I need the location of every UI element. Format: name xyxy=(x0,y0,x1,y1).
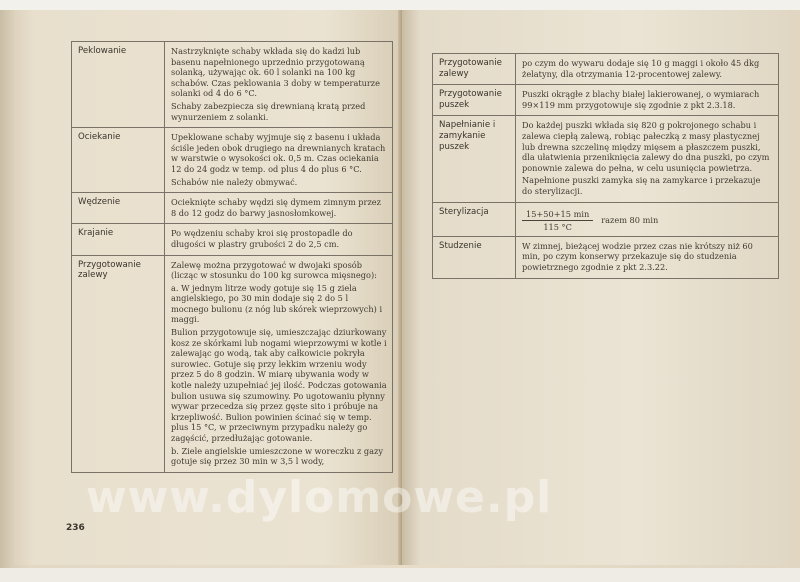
row-label: Napełnianie i zamykanie puszek xyxy=(433,116,516,201)
paragraph: Schabów nie należy obmywać. xyxy=(171,176,298,187)
row-text xyxy=(516,54,778,84)
paragraph: b. Ziele angielskie umieszczone w woreczku z gazy gotuje się przez 30 min w 3,5 l wody, xyxy=(171,445,383,467)
paragraph: Po wędzeniu schaby kroi się prostopadle do długości w plastry grubości 2 do 2,5 cm. xyxy=(171,228,353,249)
row-label: Krajanie xyxy=(72,224,165,254)
row-label: Przygotowanie puszek xyxy=(433,85,516,115)
table-row xyxy=(72,42,392,128)
row-label: Przygotowanie zalewy xyxy=(433,54,516,84)
table-row xyxy=(72,193,392,224)
left-process-table xyxy=(71,41,393,473)
sterilization-formula xyxy=(516,203,778,236)
page-number: 236 xyxy=(66,523,85,533)
row-text xyxy=(516,116,778,201)
row-text xyxy=(165,224,392,254)
paragraph: Zalewę można przygotować w dwojaki sposób (licząc w stosunku do 100 kg surowca mięsnego): xyxy=(171,259,377,281)
table-row xyxy=(433,203,778,237)
fraction-denominator: 115 °C xyxy=(543,222,572,233)
table-row xyxy=(72,256,392,472)
table-row xyxy=(433,116,778,202)
formula xyxy=(522,207,773,233)
paragraph: Ociekniętе schaby wędzi się dymem zimnym przez 8 do 12 godz do barwy jasnosłomkowej. xyxy=(171,197,381,218)
table-row xyxy=(433,85,778,116)
row-text xyxy=(165,256,392,472)
row-text xyxy=(516,85,778,115)
row-text xyxy=(165,42,392,127)
paragraph: Nastrzyknięte schaby wkłada się do kadzi lub basenu napełnionego uprzednio przygotowaną solanką, używając ok. 60 l solanki na 100 kg schabów. Czas peklowania 3 doby w temperaturze solanki od 4 do 6 °C. xyxy=(171,46,380,99)
paragraph: Bulion przygotowuje się, umieszczając dziurkowany kosz ze skórkami lub nogami wieprzowymi w kotle i zalewając go wodą, tak aby całkowicie pokryła surowiec. Gotuje się przy lekkim wrzeniu wody przez 5 do 8 godzin. W miarę ubywania wody w kotle należy uzupełniać jej ilość. Podczas gotowania bulion usuwa się szumowiny. Po ugotowaniu płynny wywar przecedza się przez gęste sito i próbuje na krzepliwość. Bulion powinien ścinać się w temp. plus 15 °C, w przeciwnym przypadku należy go zagęścić, przedłużając gotowanie. xyxy=(171,327,387,443)
paragraph: po czym do wywaru dodaje się 10 g maggi i około 45 dkg żelatyny, dla otrzymania 12-procentowej zalewy. xyxy=(522,58,760,79)
row-text xyxy=(165,128,392,192)
fraction-numerator: 15+50+15 min xyxy=(522,209,593,222)
row-label: Ociekanie xyxy=(72,128,165,192)
paragraph: W zimnej, bieżącej wodzie przez czas nie krótszy niż 60 min, po czym konserwy przekazuje się do studzenia powietrznego zgodnie z pkt 2.3.22. xyxy=(522,240,753,272)
paragraph: Puszki okrągłe z blachy białej lakierowanej, o wymiarach 99×119 mm przygotowuje się zgodnie z pkt 2.3.18. xyxy=(522,89,760,110)
right-process-table xyxy=(432,53,779,279)
scan-edge-bottom xyxy=(0,568,800,582)
table-row xyxy=(72,224,392,255)
row-label: Studzenie xyxy=(433,237,516,278)
fraction xyxy=(522,209,593,233)
row-label: Sterylizacja xyxy=(433,203,516,236)
row-text xyxy=(516,237,778,278)
row-label: Peklowanie xyxy=(72,42,165,127)
row-label: Przygotowanie zalewy xyxy=(72,256,165,472)
watermark: www.dylomowe.pl xyxy=(86,472,553,523)
scan-edge-top xyxy=(0,0,800,10)
paragraph: Schaby zabezpiecza się drewnianą kratą przed wynurzeniem z solanki. xyxy=(171,100,366,122)
formula-total: razem 80 min xyxy=(601,215,659,226)
paragraph: Napełnione puszki zamyka się na zamykarce i przekazuje do sterylizacji. xyxy=(522,175,761,196)
table-row xyxy=(433,54,778,85)
paragraph: a. W jednym litrze wody gotuje się 15 g ziela angielskiego, po 30 min dodaje się 2 do 5 l mocnego bulionu (z nóg lub skórek wieprzowych) i maggi. xyxy=(171,282,383,325)
row-label: Wędzenie xyxy=(72,193,165,223)
table-row xyxy=(433,237,778,278)
table-row xyxy=(72,128,392,193)
paragraph: Upeklowane schaby wyjmuje się z basenu i układa ściśle jeden obok drugiego na drewnianych kratach w warstwie o wysokości ok. 0,5 m. Czas ociekania 12 do 24 godz w temp. od plus 4 do plus 6 °C. xyxy=(171,132,386,174)
paragraph: Do każdej puszki wkłada się 820 g pokrojonego schabu i zalewa ciepłą zalewą, robiąc pałeczką z masy plastycznej lub drewna szczelinę między mięsem a płaszczem puszki, dla ułatwienia przeniknięcia zalewy do dna puszki, po czym ponownie zalewa do pełna, w celu usunięcia powietrza. xyxy=(522,120,770,173)
row-text xyxy=(165,193,392,223)
